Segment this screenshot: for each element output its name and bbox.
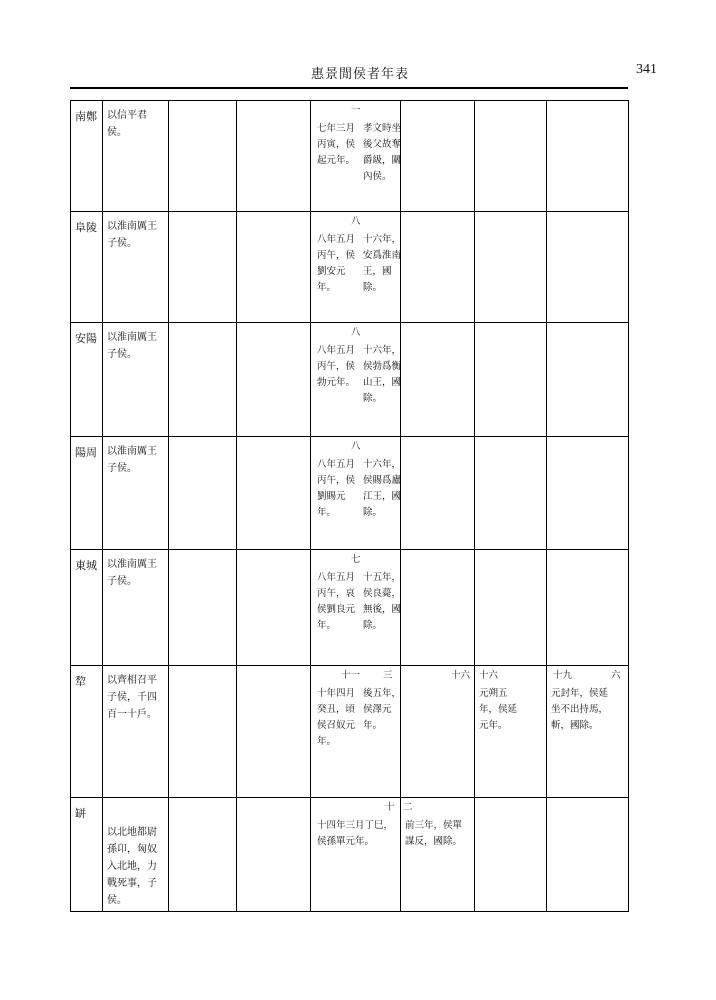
empty-cell [475, 101, 547, 212]
marquis-name: 東城 [75, 558, 97, 572]
marquis-description: 以淮南厲王子侯。 [107, 221, 157, 250]
chronology-table [70, 100, 629, 912]
row-desc-cell [103, 797, 169, 911]
row-name-cell [71, 666, 103, 797]
row-desc-cell [103, 101, 169, 212]
table-row [71, 797, 629, 911]
reign-entry: 十四年三月丁巳，侯孫單元年。 [317, 819, 394, 847]
year-count: 八 [351, 216, 361, 228]
reign-note: 十六年，安爲淮南王，國除。 [363, 234, 402, 294]
empty-cell [401, 101, 475, 212]
row-desc-cell [103, 323, 169, 436]
reign-cell [475, 666, 547, 797]
empty-cell [169, 323, 237, 436]
table-row [71, 323, 629, 436]
empty-cell [169, 797, 237, 911]
empty-cell [547, 436, 629, 549]
empty-cell [547, 323, 629, 436]
year-count: 十九 [553, 670, 573, 682]
marquis-description: 以信平君侯。 [107, 110, 147, 138]
empty-cell [475, 797, 547, 911]
table-row [71, 101, 629, 212]
marquis-name: 南鄭 [75, 110, 97, 123]
reign-note: 十五年，侯良薨，無後，國除。 [363, 571, 402, 631]
reign-note: 後五年，侯澤元年。 [363, 688, 402, 732]
empty-cell [169, 666, 237, 797]
row-desc-cell [103, 666, 169, 797]
reign-entry: 元朔五年，侯延元年。 [479, 688, 518, 732]
row-name-cell [71, 212, 103, 323]
empty-cell [169, 549, 237, 665]
year-count: 七 [351, 553, 361, 565]
empty-cell [475, 436, 547, 549]
year-count: 十六 [451, 670, 471, 682]
reign-entry: 元封年，侯延坐不出持馬，斬，國除。 [551, 688, 609, 732]
reign-entry: 八年五月丙午，侯劉賜元年。 [317, 458, 356, 518]
row-desc-cell [103, 549, 169, 665]
table-row [71, 549, 629, 665]
reign-cell [401, 666, 475, 797]
empty-cell [475, 323, 547, 436]
empty-cell [401, 436, 475, 549]
reign-cell [311, 797, 401, 911]
reign-cell [311, 101, 401, 212]
page-header-title: 惠景閒侯者年表 [311, 67, 410, 82]
empty-cell [547, 101, 629, 212]
reign-cell [311, 436, 401, 549]
row-desc-cell [103, 436, 169, 549]
row-name-cell [71, 797, 103, 911]
reign-cell [311, 666, 401, 797]
empty-cell [169, 436, 237, 549]
empty-cell [401, 323, 475, 436]
year-count: 八 [351, 440, 361, 452]
reign-entry: 八年五月丙午，侯劉安元年。 [317, 234, 356, 294]
reign-entry: 八年五月丙午，侯勃元年。 [317, 345, 356, 389]
year-count: 十 [385, 801, 395, 813]
empty-cell [237, 666, 311, 797]
year-count: 二 [403, 801, 413, 813]
reign-note: 孝文時坐後父故奪爵級，關內侯。 [363, 123, 402, 182]
marquis-description: 以淮南厲王子侯。 [107, 445, 157, 474]
reign-cell [311, 549, 401, 665]
reign-cell [311, 323, 401, 436]
table-row [71, 436, 629, 549]
year-count: 十六 [479, 670, 499, 682]
empty-cell [169, 101, 237, 212]
marquis-description: 以淮南厲王子侯。 [107, 332, 157, 361]
empty-cell [237, 212, 311, 323]
row-name-cell [71, 323, 103, 436]
empty-cell [475, 549, 547, 665]
year-count: 十一 [341, 670, 361, 682]
marquis-name: 犂 [75, 675, 86, 689]
reign-note: 十六年，侯勃爲衡山王，國除。 [363, 345, 402, 405]
empty-cell [547, 549, 629, 665]
reign-cell [311, 212, 401, 323]
page-number: 341 [636, 62, 657, 77]
reign-note: 十六年，侯賜爲廬江王，國除。 [363, 458, 402, 518]
marquis-description: 以淮南厲王子侯。 [107, 558, 157, 587]
marquis-name: 阜陵 [75, 221, 97, 235]
empty-cell [237, 323, 311, 436]
reign-entry: 七年三月丙寅，侯起元年。 [317, 123, 356, 166]
reign-entry: 十年四月癸丑，頃侯召奴元年。 [317, 688, 356, 748]
empty-cell [237, 549, 311, 665]
year-count-secondary: 六 [611, 670, 621, 682]
year-count: 一 [351, 105, 361, 116]
table-row [71, 666, 629, 797]
marquis-description: 以北地都尉孫卬，匈奴入北地，力戰死事，子侯。 [107, 826, 157, 906]
empty-cell [547, 797, 629, 911]
row-name-cell [71, 549, 103, 665]
reign-entry: 八年五月丙午，哀侯劉良元年。 [317, 571, 356, 631]
year-count: 八 [351, 327, 361, 339]
empty-cell [401, 549, 475, 665]
empty-cell [237, 101, 311, 212]
empty-cell [475, 212, 547, 323]
reign-cell [547, 666, 629, 797]
row-name-cell [71, 436, 103, 549]
header-rule [70, 87, 628, 89]
year-count-secondary: 三 [383, 670, 393, 682]
reign-cell [401, 797, 475, 911]
marquis-description: 以齊相召平子侯，千四百一十戶。 [107, 675, 157, 721]
row-desc-cell [103, 212, 169, 323]
table-row [71, 212, 629, 323]
row-name-cell [71, 101, 103, 212]
empty-cell [169, 212, 237, 323]
marquis-name: 缾 [75, 806, 86, 820]
empty-cell [547, 212, 629, 323]
empty-cell [401, 212, 475, 323]
marquis-name: 安陽 [75, 332, 97, 346]
reign-note: 前三年，侯單謀反，國除。 [405, 819, 463, 847]
empty-cell [237, 797, 311, 911]
marquis-name: 陽周 [75, 445, 97, 459]
empty-cell [237, 436, 311, 549]
